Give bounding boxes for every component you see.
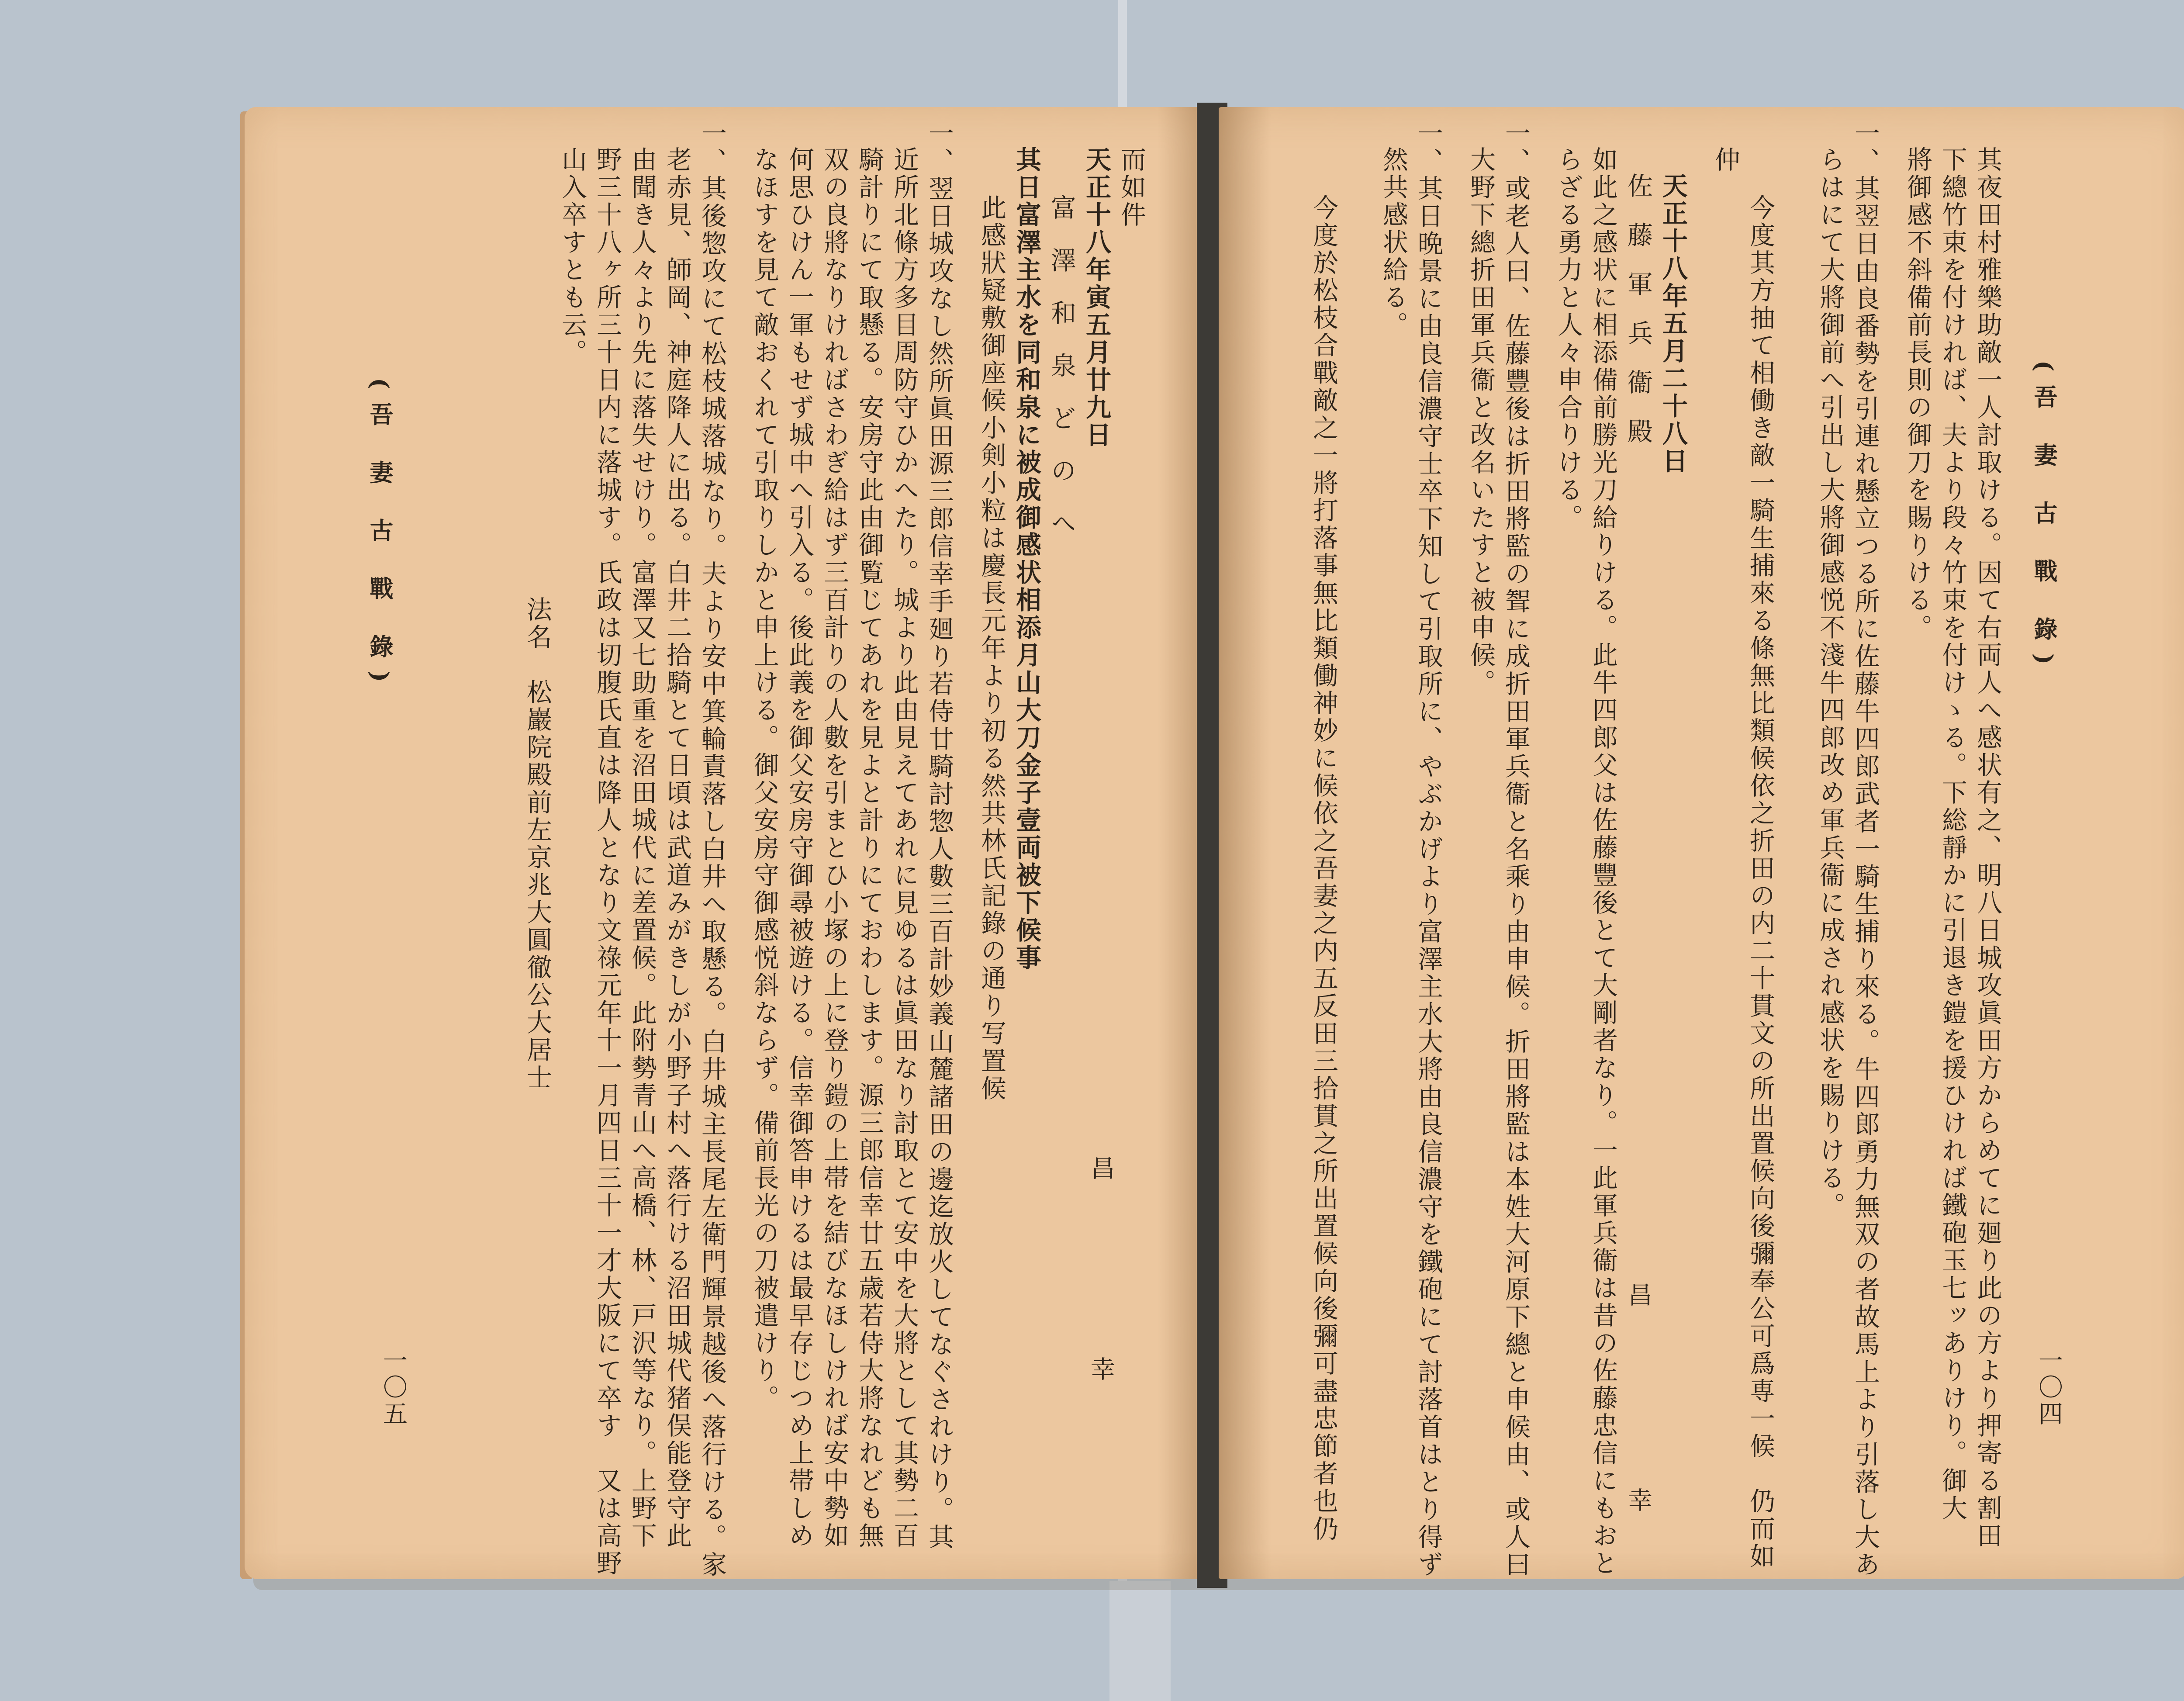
line: 何思ひけん一軍もせず城中へ引入る。後此義を御父安房守御尋被遊ける。信幸御答申けるは最早存じつめ上帯しめ bbox=[784, 146, 814, 1550]
line: 騎計りにて取懸る。安房守此由御覧じてあれを見よと計りにておわします。源三郎信幸廿五歳若侍大將なれども無 bbox=[854, 146, 884, 1550]
background-block bbox=[1109, 1581, 1171, 1701]
line: 一、其後惣攻にて松枝城落城なり。夫より安中箕輪責落し白井へ取懸る。白井城主長尾左衛門輝景越後へ落行ける。家 bbox=[697, 120, 727, 1579]
line: 此感狀疑敷御座候小剣小粒は慶長元年より初る然共林氏記錄の通り写置候 bbox=[977, 194, 1006, 1103]
signature-char: 幸 bbox=[1087, 1356, 1115, 1381]
line: らはにて大將御前へ引出し大將御感悦不淺牛四郎改め軍兵衞に成され感状を賜りける。 bbox=[1815, 146, 1845, 1220]
line: 今度於松枝合戰敵之一將打落事無比類働神妙に候依之吾妻之内五反田三拾貫之所出置候向後彌可盡忠節者也仍 bbox=[1309, 194, 1338, 1543]
posthumous-name: 法名 松巖院殿前左京兆大圓徹公大居士 bbox=[522, 596, 552, 1092]
line: 一、翌日城攻なし然所眞田源三郎信幸手廻り若侍廿騎討惣人數三百計妙義山麓諸田の邊迄放火してなぐされけり。其 bbox=[924, 120, 954, 1551]
line: 近所北條方多目周防守ひかへたり。城より此由見えてあれに見ゆるは眞田なり討取とて安中を大將として其勢二百 bbox=[889, 146, 919, 1550]
signature-char: 昌 bbox=[1087, 1155, 1115, 1180]
running-header: (吾 妻 古 戰 錄) bbox=[366, 378, 394, 695]
line: 仲 bbox=[1711, 146, 1740, 174]
line: 由聞き人々より先に落失せけり。富澤又七助重を沼田城代に差置候。此附勢青山へ高橋、林、戸沢等なり。上野下 bbox=[627, 146, 657, 1550]
running-header: (吾 妻 古 戰 錄) bbox=[2030, 360, 2058, 678]
line: 一、或老人曰、佐藤豐後は折田將監の聟に成折田軍兵衞と名乘り由申候。折田將監は本姓大河原下總と申候由、或人曰 bbox=[1501, 120, 1531, 1579]
page-number: 一〇五 bbox=[379, 1348, 408, 1428]
line: 而如件 bbox=[1116, 146, 1146, 229]
signature-char: 幸 bbox=[1624, 1487, 1652, 1512]
line: 山入卒すとも云。 bbox=[557, 146, 587, 366]
line: 大野下總折田軍兵衞と改名いたすと被申候。 bbox=[1466, 146, 1496, 697]
line: 野三十八ヶ所三十日内に落城す。氏政は切腹氏直は降人となり文祿元年十一月四日三十一才大阪にて卒す 又は高野 bbox=[592, 146, 622, 1577]
signature-char: 昌 bbox=[1624, 1282, 1652, 1307]
line: らざる勇力と人々申合りける。 bbox=[1553, 146, 1583, 532]
left-page bbox=[245, 107, 1210, 1579]
line: 下總竹束を付ければ、夫より段々竹束を付けゝる。下総靜かに引退き鎧を援ひければ鐵砲玉七ッありけり。御大 bbox=[1938, 146, 1967, 1522]
line: 一、其翌日由良番勢を引連れ懸立つる所に佐藤牛四郎武者一騎生捕り來る。牛四郎勇力無双の者故馬上より引落し大あ bbox=[1850, 120, 1880, 1579]
line: なほすを見て敵おくれて引取りしかと申上ける。御父安房守御感悦斜ならず。備前長光の刀被遣けり。 bbox=[750, 146, 779, 1412]
line: 其日富澤主水を同和泉に被成御感状相添月山大刀金子壹両被下候事 bbox=[1012, 146, 1041, 972]
addressee: 富 澤 和 泉 ど の へ bbox=[1047, 194, 1076, 545]
line: 一、其日晩景に由良信濃守士卒下知して引取所に、やぶかげより富澤主水大將由良信濃守を鐵砲にて討落首はとり得ず bbox=[1413, 120, 1443, 1579]
line: 然共感状給る。 bbox=[1379, 146, 1408, 339]
addressee: 佐 藤 軍 兵 衞 殿 bbox=[1623, 173, 1653, 452]
line: 双の良將なりければさわぎ給はず三百計りの人數を引まとひ小塚の上に登り鎧の上帯を結びなほしければ安中勢如 bbox=[819, 146, 849, 1550]
date-line: 天正十八年寅五月廿九日 bbox=[1082, 146, 1111, 449]
line: 將御感不斜備前長則の御刀を賜りける。 bbox=[1903, 146, 1932, 642]
line: 今度其方抽て相働き敵一騎生捕來る條無比類候依之折田の内二十貫文の所出置候向後彌奉公可爲専一候 仍而如 bbox=[1745, 194, 1775, 1570]
date-line: 天正十八年五月二十八日 bbox=[1658, 173, 1688, 475]
page-number: 一〇四 bbox=[2035, 1348, 2063, 1428]
right-page bbox=[1219, 107, 2184, 1579]
line: 老赤見、師岡、神庭降人に出る。白井二拾騎とて日頃は武道みがきしが小野子村へ落行ける沼田城代猪俣能登守此 bbox=[662, 146, 692, 1550]
line: 其夜田村雅樂助敵一人討取ける。因て右両人へ感状有之、明八日城攻眞田方からめてに廻り此の方より押寄る割田 bbox=[1973, 146, 2002, 1550]
line: 如此之感状に相添備前勝光刀給りける。此牛四郎父は佐藤豐後とて大剛者なり。一此軍兵衞は昔の佐藤忠信にもおと bbox=[1588, 146, 1618, 1577]
right-gutter-shade bbox=[1219, 107, 1271, 1579]
